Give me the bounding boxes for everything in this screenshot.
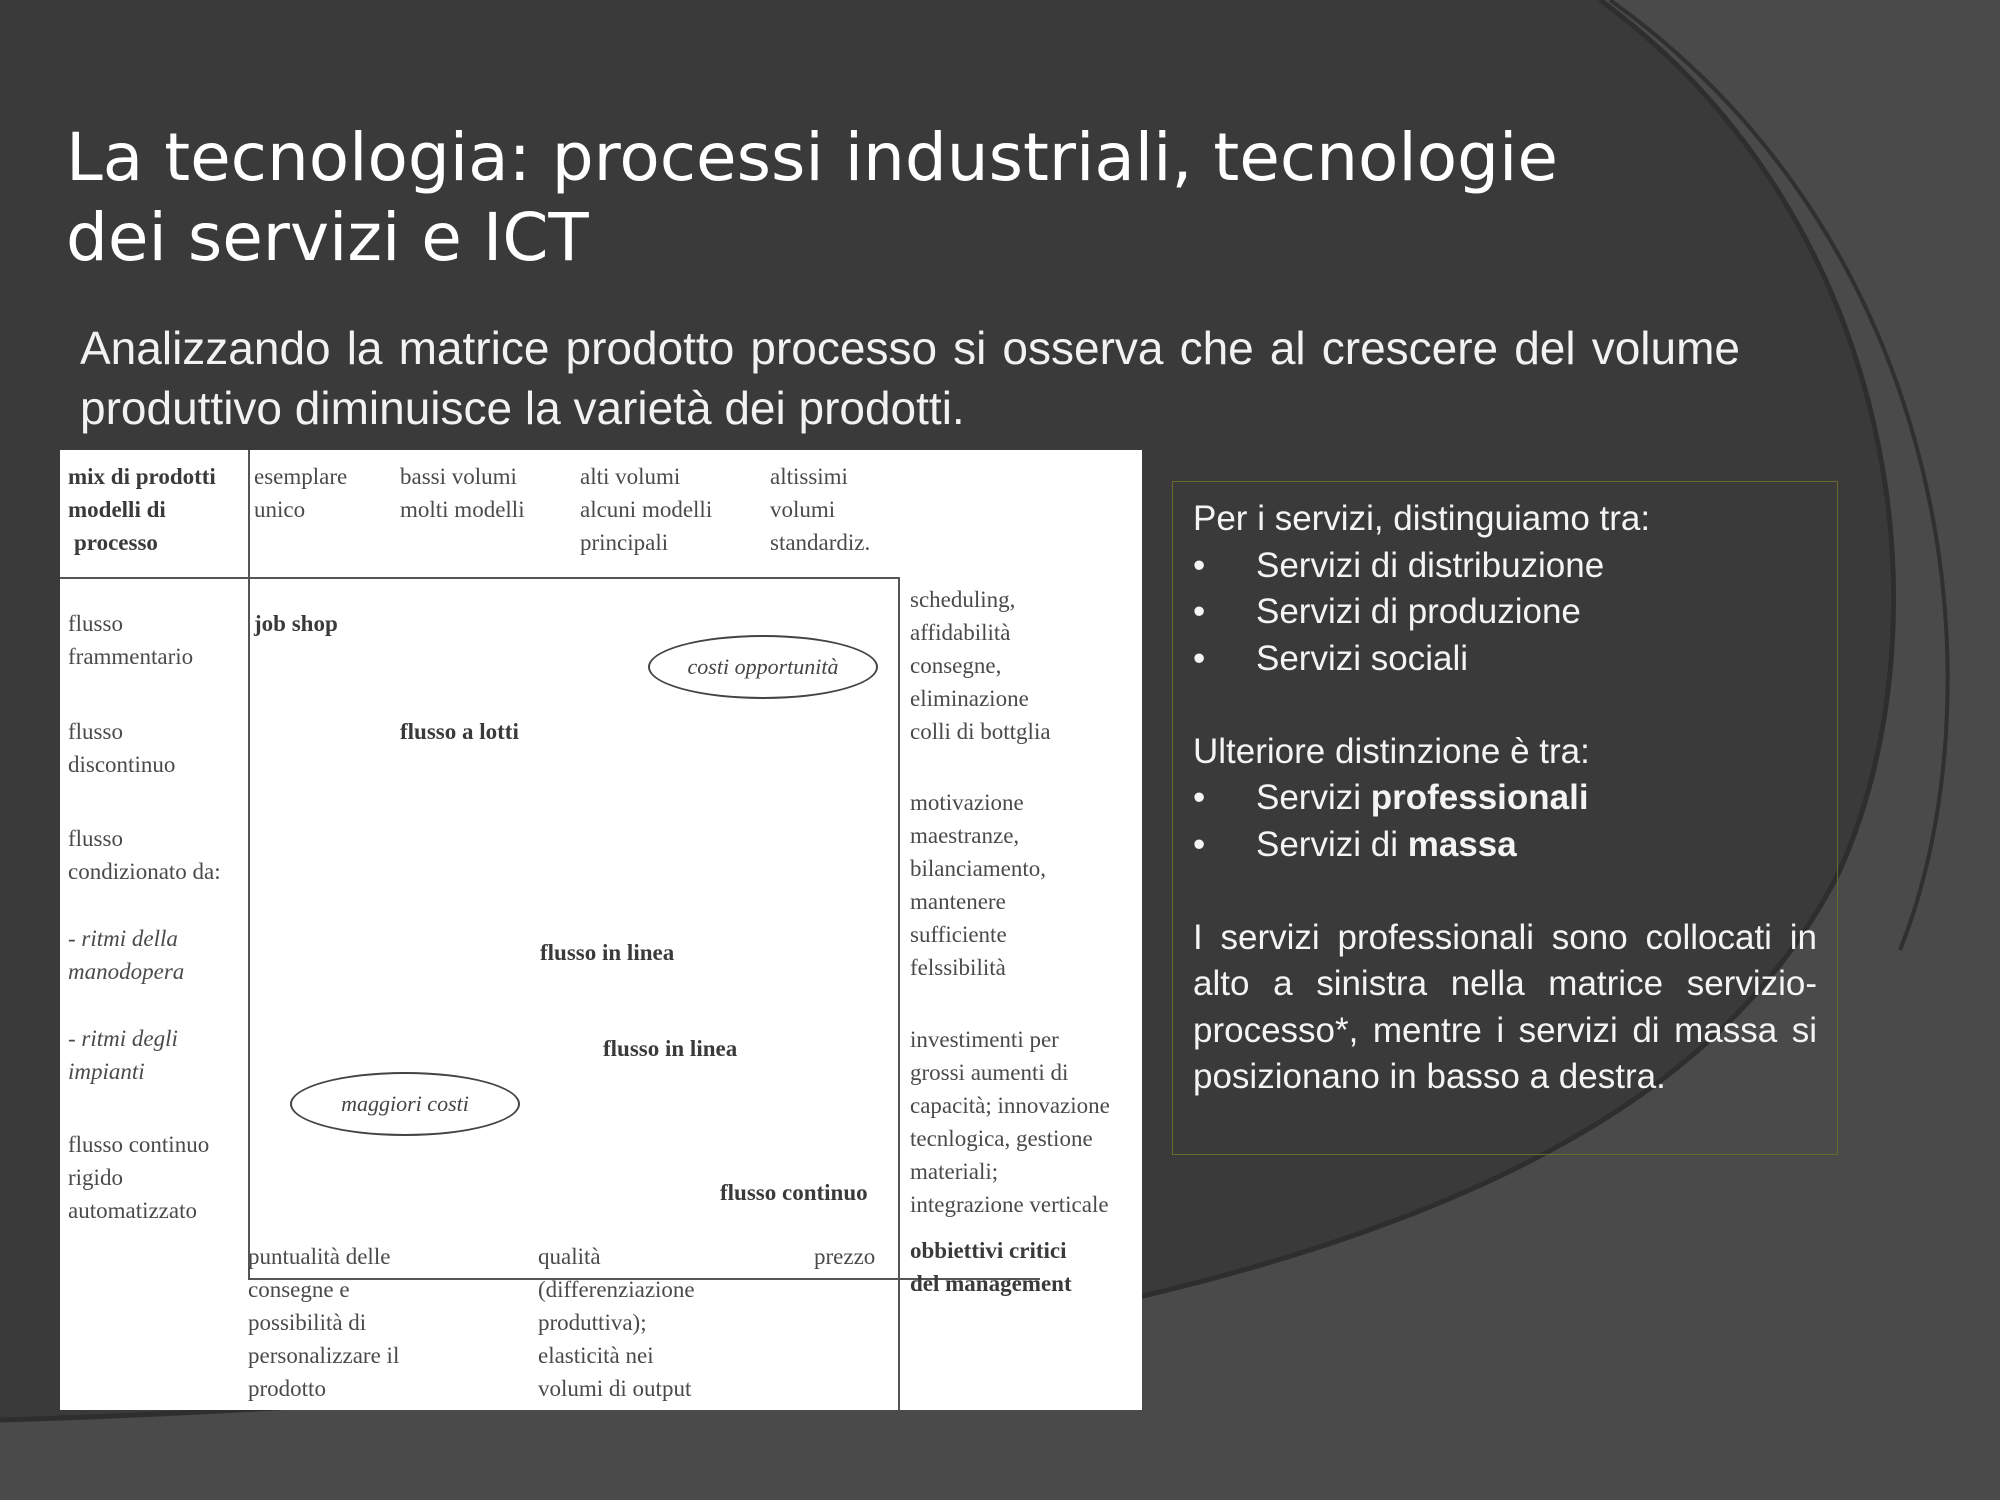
matrix-bottom-1b: consegne e (248, 1277, 350, 1302)
matrix-row-4b: manodopera (68, 959, 185, 984)
matrix-header-bottom-line (60, 577, 900, 579)
slide-title-line-2: dei servizi e ICT (66, 199, 589, 276)
slide-title-line-1: La tecnologia: processi industriali, tecnologie (66, 119, 1558, 196)
list-item-prefix: Servizi (1256, 778, 1371, 817)
matrix-col-header-3c: principali (580, 530, 669, 555)
matrix-ellipse-maggiori-costi (290, 1072, 520, 1136)
matrix-col-header-3b: alcuni modelli (580, 497, 713, 522)
matrix-cell-flusso-linea-2: flusso in linea (603, 1036, 738, 1061)
matrix-note-1d: eliminazione (910, 686, 1029, 711)
list-item-bold: professionali (1370, 778, 1589, 817)
matrix-note-2e: sufficiente (910, 922, 1007, 947)
list-item (1193, 543, 1817, 590)
matrix-bottom-1a: puntualità delle (248, 1244, 391, 1269)
list-item (1193, 589, 1817, 636)
list-item-text: Servizi di distribuzione (1256, 545, 1605, 585)
matrix-note-1e: colli di bottglia (910, 719, 1051, 744)
matrix-inner-right-line (898, 577, 900, 1410)
list-item-prefix: Servizi di (1256, 824, 1408, 864)
bullet-icon: • (1193, 638, 1206, 678)
matrix-col-header-3a: alti volumi (580, 464, 681, 489)
matrix-bottom-1d: personalizzare il (248, 1343, 400, 1368)
matrix-cell-flusso-linea-1: flusso in linea (540, 940, 675, 965)
matrix-note-3e: materiali; (910, 1159, 999, 1184)
matrix-corner-top: mix di prodotti (68, 464, 216, 489)
intro-paragraph: Analizzando la matrice prodotto processo si osserva che al crescere del volume produttivo diminuisce la varietà dei prodotti. (80, 322, 1740, 434)
matrix-note-3c: capacità; innovazione (910, 1093, 1110, 1118)
list-item (1193, 822, 1817, 869)
matrix-note-2d: mantenere (910, 889, 1006, 914)
matrix-objectives-1: obbiettivi critici (910, 1238, 1067, 1263)
services-intro: Per i servizi, distinguiamo tra: (1193, 499, 1651, 538)
matrix-row-6a: flusso continuo (68, 1132, 210, 1157)
costi-opportunita-label: costi opportunità (687, 654, 839, 679)
matrix-cell-flusso-lotti: flusso a lotti (400, 719, 519, 744)
matrix-bottom-3: prezzo (814, 1244, 876, 1269)
matrix-ellipse-costi-opportunita (648, 635, 878, 699)
spacer (1193, 682, 1817, 729)
services-conclusion: I servizi professionali sono collocati in alto a sinistra nella matrice servizio-processo*, mentre i servizi di massa si posizionano in basso a destra. (1193, 917, 1817, 1096)
slide-title (66, 118, 1666, 278)
matrix-corner-bottom-1: modelli di (68, 497, 166, 522)
matrix-col-header-1b: unico (254, 497, 306, 522)
list-item (1193, 636, 1817, 683)
matrix-note-2b: maestranze, (910, 823, 1020, 848)
matrix-bottom-2a: qualità (538, 1244, 601, 1269)
matrix-note-3f: integrazione verticale (910, 1192, 1109, 1217)
services-type-list (1193, 543, 1817, 683)
list-item (1193, 775, 1817, 822)
matrix-row-5b: impianti (68, 1059, 145, 1084)
matrix-bottom-1c: possibilità di (248, 1310, 367, 1335)
matrix-corner-bottom-2: processo (74, 530, 158, 555)
list-item-text: Servizi sociali (1256, 638, 1468, 678)
matrix-note-3d: tecnlogica, gestione (910, 1126, 1093, 1151)
matrix-col-header-4c: standardiz. (770, 530, 871, 555)
matrix-bottom-2c: produttiva); (538, 1310, 647, 1335)
matrix-objectives-2: del management (910, 1271, 1072, 1296)
matrix-row-2a: flusso (68, 719, 123, 744)
matrix-row-3a: flusso (68, 826, 123, 851)
matrix-cell-job-shop: job shop (254, 611, 338, 636)
services-intro-2: Ulteriore distinzione è tra: (1193, 731, 1590, 771)
list-item-bold: massa (1407, 824, 1517, 864)
matrix-col-header-2a: bassi volumi (400, 464, 517, 489)
matrix-bottom-2e: volumi di output (538, 1376, 692, 1401)
services-info-box (1172, 481, 1838, 1155)
matrix-note-3b: grossi aumenti di (910, 1060, 1069, 1085)
services-distinction-list (1193, 775, 1817, 868)
bullet-icon: • (1193, 545, 1206, 585)
product-process-matrix (60, 450, 1142, 1410)
matrix-col-header-1a: esemplare (254, 464, 348, 489)
matrix-col-header-4b: volumi (770, 497, 836, 522)
spacer (1193, 868, 1817, 915)
matrix-row-1b: frammentario (68, 644, 194, 669)
matrix-row-2b: discontinuo (68, 752, 176, 777)
matrix-note-2f: felssibilità (910, 955, 1006, 980)
matrix-row-3b: condizionato da: (68, 859, 221, 884)
matrix-bottom-1e: prodotto (248, 1376, 326, 1401)
matrix-col-header-2b: molti modelli (400, 497, 525, 522)
matrix-note-3a: investimenti per (910, 1027, 1059, 1052)
bullet-icon: • (1193, 778, 1206, 817)
matrix-row-6c: automatizzato (68, 1198, 197, 1223)
matrix-row-1a: flusso (68, 611, 123, 636)
matrix-note-2c: bilanciamento, (910, 856, 1047, 881)
matrix-note-1b: affidabilità (910, 620, 1011, 645)
maggiori-costi-label: maggiori costi (341, 1091, 469, 1116)
matrix-note-2a: motivazione (910, 790, 1024, 815)
matrix-col-header-4a: altissimi (770, 464, 848, 489)
matrix-bottom-2d: elasticità nei (538, 1343, 654, 1368)
bullet-icon: • (1193, 592, 1206, 631)
bullet-icon: • (1193, 824, 1206, 864)
matrix-note-1c: consegne, (910, 653, 1002, 678)
matrix-row-4a: - ritmi della (68, 926, 178, 951)
matrix-row-6b: rigido (68, 1165, 123, 1190)
matrix-row-5a: - ritmi degli (68, 1026, 178, 1051)
matrix-inner-left-line (248, 577, 250, 1279)
matrix-bottom-2b: (differenziazione (538, 1277, 695, 1302)
matrix-note-1a: scheduling, (910, 587, 1016, 612)
list-item-text: Servizi di produzione (1256, 592, 1581, 631)
matrix-header-divider (248, 450, 250, 578)
matrix-cell-flusso-continuo: flusso continuo (720, 1180, 868, 1205)
